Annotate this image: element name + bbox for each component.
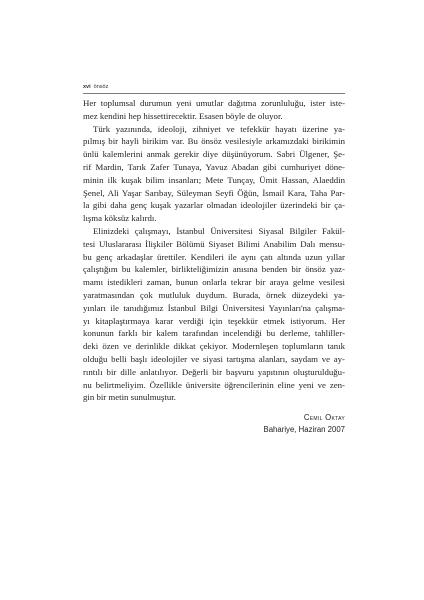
place-date: Bahariye, Haziran 2007 [263,425,345,434]
text-line: ünlü kalemlerini anmak gerekir diye düşünüyorum. Sabri Ülgener, Şe- [83,149,345,160]
text-line: konunun farklı bir kalem tarafından incelendiği bu derleme, tahliller- [83,328,345,339]
text-line: nu belirtmeliyim. Özellikle üniversite öğrencilerinin eline yeni ve zen- [83,379,345,390]
text-line: la gibi daha genç kuşak yazarlar olmadan ideolojiler üzerindeki bir ça- [83,200,345,211]
text-line: bu genç arkadaşlar ürettiler. Kendileri ile aynı çatı altında uzun yıllar [83,251,345,262]
running-header [83,84,108,91]
paragraph [83,225,345,404]
text-line: gin bir metin sunulmuştur. [83,392,176,403]
text-line: Her toplumsal durumun yeni umutlar dağıtma zorunluluğu, ister iste- [83,98,345,108]
text-line: mamı istedikleri zaman, bunun onlarla tekrar bir araya gelme vesilesi [83,277,345,288]
text-line: yı kitaplaştırmaya karar verdiği için teşekkür etmek istiyorum. Her [83,315,345,326]
body-text [83,97,345,404]
signature-block [264,412,345,436]
text-line: rıntılı bir dille anlatılıyor. Değerli bir başvuru yapıtının oluşturulduğu- [83,366,345,377]
text-line: yınları ile tanıdığımız İstanbul Bilgi Üniversitesi Yayınları'na çalışma- [83,302,345,313]
section-title: önsöz [93,84,109,90]
text-line: deki özen ve derinlikle dikkat çekiyor. Modernleşen toplumların tanık [83,341,345,352]
text-line: mez kendini hep hissettirecektir. Esasen böyle de oluyor. [83,110,283,121]
text-line: Elinizdeki çalışmayı, İstanbul Üniversitesi Siyasal Bilgiler Fakül- [93,225,345,236]
text-line: Türk yazınında, ideoloji, zihniyet ve tefekkür hayatı üzerine ya- [93,123,345,134]
page-number: xvi [83,84,91,90]
paragraph [83,97,345,123]
header-rule [83,93,345,94]
paragraph [83,123,345,225]
text-line: minin ilk kuşak bilim insanları; Mete Tunçay, Ümit Hassan, Alaeddin [83,174,345,185]
text-line: yaratmasından çok mutluluk duydum. Burada, örnek düzeydeki ya- [83,289,345,300]
text-line: olduğu belli başlı ideolojiler ve siyasi tartışma alanları, saydam ve ay- [83,353,345,364]
text-line: çalıştığım bu kalemler, birlikteliğimizin anısına benden bir önsöz yaz- [83,264,345,275]
text-line: pılmış bir hayli birikim var. Bu önsöz vesilesiyle arkamızdaki birikimin [83,136,345,147]
author-name: Cemil Oktay [303,413,345,422]
text-line: tesi Uluslararası İlişkiler Bölümü Siyaset Bilimi Anabilim Dalı mensu- [83,238,345,249]
text-line: rif Mardin, Tarık Zafer Tunaya, Yavuz Abadan gibi cumhuriyet döne- [83,161,345,172]
text-line: lışma köksüz kalırdı. [83,213,157,224]
text-line: Şenel, Ali Yaşar Sarıbay, Süleyman Seyfi Öğün, İsmail Kara, Taha Par- [83,187,345,198]
